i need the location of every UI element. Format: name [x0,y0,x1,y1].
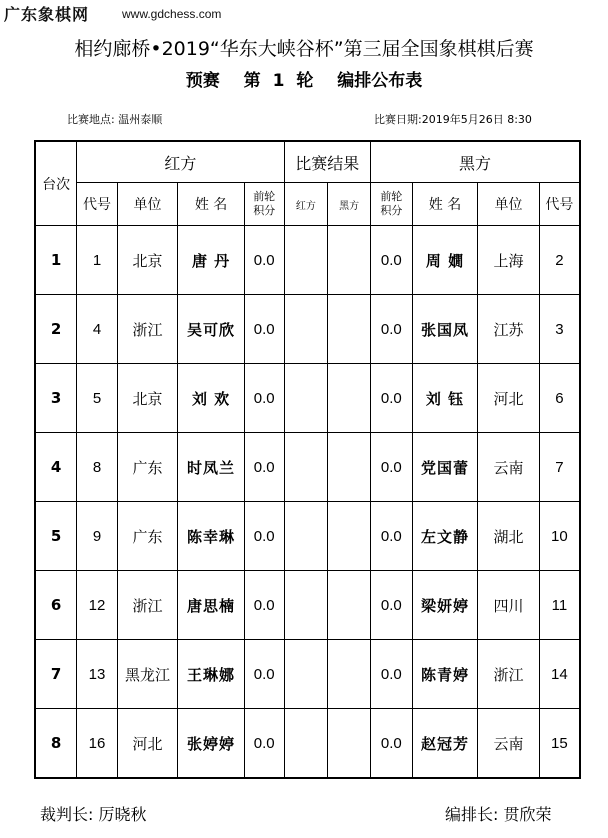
venue-info: 比赛地点: 温州泰顺 [67,113,163,126]
header-red-code: 代号 [77,183,118,226]
black-prev-score: 0.0 [370,295,412,364]
table-row [35,433,580,502]
red-prev-score: 0.0 [244,364,284,433]
red-player-name: 刘 欢 [178,364,245,433]
black-prev-score: 0.0 [370,640,412,709]
table-row [35,295,580,364]
result-red-cell [284,571,328,640]
header-red-side: 红方 [77,141,284,183]
result-red-cell [284,640,328,709]
result-black-cell [328,433,371,502]
red-code: 1 [77,226,118,295]
red-prev-score: 0.0 [244,226,284,295]
black-player-name: 周 嫺 [412,226,478,295]
red-unit: 河北 [117,709,177,779]
black-prev-score: 0.0 [370,433,412,502]
result-black-cell [328,295,371,364]
black-code: 14 [539,640,580,709]
black-unit: 河北 [478,364,539,433]
header-prev-line2: 积分 [380,204,403,217]
red-unit: 北京 [117,226,177,295]
table-no: 5 [35,502,77,571]
red-unit: 浙江 [117,571,177,640]
black-code: 2 [539,226,580,295]
table-row [35,226,580,295]
header-table-no: 台次 [35,141,77,226]
black-prev-score: 0.0 [370,364,412,433]
black-player-name: 梁妍婷 [412,571,478,640]
result-red-cell [284,226,328,295]
black-unit: 云南 [478,433,539,502]
header-red-prev-score [244,183,284,226]
result-red-cell [284,295,328,364]
table-no: 8 [35,709,77,779]
site-url: www.gdchess.com [122,7,222,21]
table-row [35,502,580,571]
site-watermark: 广东象棋网 [4,5,90,24]
red-code: 5 [77,364,118,433]
red-player-name: 时凤兰 [178,433,245,502]
black-code: 10 [539,502,580,571]
red-code: 16 [77,709,118,779]
result-black-cell [328,640,371,709]
red-player-name: 陈幸琳 [178,502,245,571]
red-prev-score: 0.0 [244,709,284,779]
header-result-black: 黑方 [328,183,371,226]
red-code: 12 [77,571,118,640]
red-code: 13 [77,640,118,709]
black-code: 7 [539,433,580,502]
red-prev-score: 0.0 [244,502,284,571]
result-red-cell [284,709,328,779]
header-black-name: 姓 名 [412,183,478,226]
result-red-cell [284,502,328,571]
red-code: 4 [77,295,118,364]
red-prev-score: 0.0 [244,571,284,640]
red-prev-score: 0.0 [244,433,284,502]
round-label: 第 1 轮 [243,71,314,91]
header-result: 比赛结果 [284,141,370,183]
red-prev-score: 0.0 [244,640,284,709]
black-code: 11 [539,571,580,640]
table-row [35,364,580,433]
red-unit: 北京 [117,364,177,433]
red-player-name: 王琳娜 [178,640,245,709]
red-unit: 广东 [117,502,177,571]
black-unit: 江苏 [478,295,539,364]
table-no: 4 [35,433,77,502]
header-row-bottom [35,183,580,226]
red-player-name: 吴可欣 [178,295,245,364]
black-unit: 四川 [478,571,539,640]
header-prev-line2: 积分 [253,204,276,217]
page-title: 相约廊桥•2019“华东大峡谷杯”第三届全国象棋棋后赛 [74,38,534,60]
result-black-cell [328,571,371,640]
header-black-unit: 单位 [478,183,539,226]
table-no: 3 [35,364,77,433]
black-prev-score: 0.0 [370,571,412,640]
table-no: 7 [35,640,77,709]
black-player-name: 张国凤 [412,295,478,364]
table-no: 6 [35,571,77,640]
table-label: 编排公布表 [337,71,423,91]
black-code: 15 [539,709,580,779]
black-code: 3 [539,295,580,364]
arranger-label: 编排长: 贯欣荣 [445,805,552,824]
header-black-side: 黑方 [370,141,580,183]
black-code: 6 [539,364,580,433]
result-red-cell [284,364,328,433]
red-unit: 广东 [117,433,177,502]
red-player-name: 唐思楠 [178,571,245,640]
red-prev-score: 0.0 [244,295,284,364]
black-unit: 上海 [478,226,539,295]
black-unit: 云南 [478,709,539,779]
pairing-table [34,140,581,779]
header-result-red: 红方 [284,183,328,226]
result-black-cell [328,364,371,433]
referee-label: 裁判长: 厉晓秋 [40,805,147,824]
table-no: 2 [35,295,77,364]
red-player-name: 张婷婷 [178,709,245,779]
black-unit: 浙江 [478,640,539,709]
header-prev-line1: 前轮 [380,190,403,203]
stage-label: 预赛 [185,71,220,91]
table-no: 1 [35,226,77,295]
table-row [35,640,580,709]
black-player-name: 赵冠芳 [412,709,478,779]
result-black-cell [328,709,371,779]
black-unit: 湖北 [478,502,539,571]
black-player-name: 刘 钰 [412,364,478,433]
red-unit: 黑龙江 [117,640,177,709]
black-prev-score: 0.0 [370,226,412,295]
red-code: 9 [77,502,118,571]
header-black-prev-score [370,183,412,226]
result-black-cell [328,502,371,571]
header-prev-line1: 前轮 [253,190,276,203]
black-player-name: 党国蕾 [412,433,478,502]
red-code: 8 [77,433,118,502]
result-black-cell [328,226,371,295]
black-player-name: 左文静 [412,502,478,571]
red-unit: 浙江 [117,295,177,364]
page-subtitle [0,66,608,91]
black-prev-score: 0.0 [370,502,412,571]
header-black-code: 代号 [539,183,580,226]
red-player-name: 唐 丹 [178,226,245,295]
black-player-name: 陈青婷 [412,640,478,709]
black-prev-score: 0.0 [370,709,412,779]
table-row [35,571,580,640]
header-red-name: 姓 名 [178,183,245,226]
result-red-cell [284,433,328,502]
header-row-top [35,141,580,183]
date-info: 比赛日期:2019年5月26日 8:30 [374,113,532,126]
table-row [35,709,580,779]
header-red-unit: 单位 [117,183,177,226]
